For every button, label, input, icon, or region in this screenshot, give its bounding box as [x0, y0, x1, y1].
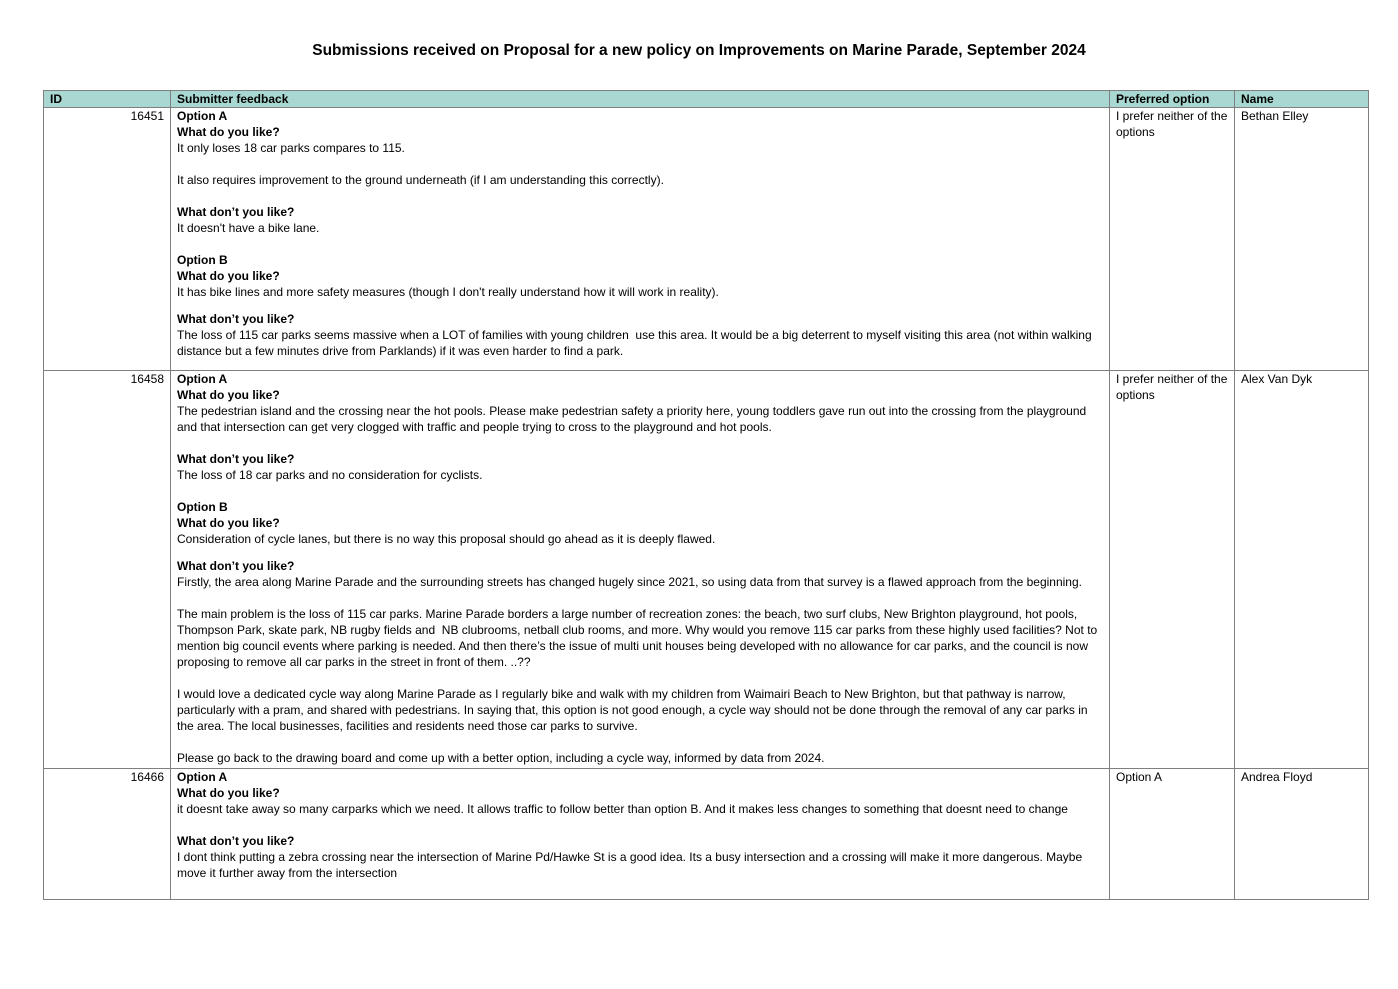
feedback-text: It also requires improvement to the ground underneath (if I am understanding this correctly).: [177, 173, 664, 187]
feedback-text: it doesnt take away so many carparks which we need. It allows traffic to follow better than option B. And it makes less changes to something that doesnt need to change: [177, 802, 1068, 816]
feedback-heading: What do you like?: [177, 516, 280, 530]
paragraph-spacer: [177, 300, 1103, 311]
submitter-feedback: [171, 108, 1110, 371]
feedback-text: It only loses 18 car parks compares to 115.: [177, 141, 405, 155]
paragraph-spacer: [177, 670, 1103, 686]
feedback-heading: What don’t you like?: [177, 834, 295, 848]
feedback-text: The loss of 18 car parks and no consideration for cyclists.: [177, 468, 483, 482]
submission-id: 16466: [44, 769, 171, 900]
feedback-text: It doesn't have a bike lane.: [177, 221, 320, 235]
feedback-text: I would love a dedicated cycle way along Marine Parade as I regularly bike and walk with my children from Waimairi Beach to New Brighton, but that pathway is narrow, particularly with a pram, and shared with pedestrians. In saying that, this option is not good enough, a cycle way should not be done through the removal of any car parks in the area. The local businesses, facilities and residents need those car parks to survive.: [177, 687, 1091, 733]
feedback-heading: What do you like?: [177, 786, 280, 800]
feedback-text: The main problem is the loss of 115 car parks. Marine Parade borders a large number of recreation zones: the beach, two surf clubs, New Brighton playground, hot pools, Thompson Park, skate park, NB rugby fields and NB clubrooms, netball club rooms, and more. Why would you remove 115 car parks from these highly used facilities? Not to mention big council events where parking is needed. And then there’s the issue of multi unit houses being developed with no allowance for car parks, and the council is now proposing to remove all car parks in the street in front of them. ..??: [177, 607, 1101, 669]
preferred-option: I prefer neither of the options: [1110, 371, 1235, 769]
paragraph-spacer: [177, 734, 1103, 750]
paragraph-spacer: [177, 590, 1103, 606]
submitter-name: Bethan Elley: [1235, 108, 1369, 371]
feedback-heading: Option B: [177, 500, 228, 514]
column-header-id: ID: [44, 91, 171, 108]
feedback-heading: What don’t you like?: [177, 559, 295, 573]
submission-id: 16458: [44, 371, 171, 769]
submitter-feedback: [171, 371, 1110, 769]
paragraph-spacer: [177, 435, 1103, 451]
page-title: Submissions received on Proposal for a new policy on Improvements on Marine Parade, September 2024: [312, 42, 1086, 59]
submitter-name: Andrea Floyd: [1235, 769, 1369, 900]
paragraph-spacer: [177, 547, 1103, 558]
feedback-heading: What don’t you like?: [177, 312, 295, 326]
preferred-option: Option A: [1110, 769, 1235, 900]
feedback-heading: What don’t you like?: [177, 452, 295, 466]
column-header-feedback: Submitter feedback: [171, 91, 1110, 108]
column-header-name: Name: [1235, 91, 1369, 108]
table-row: [44, 108, 1369, 371]
feedback-heading: What do you like?: [177, 388, 280, 402]
paragraph-spacer: [177, 188, 1103, 204]
paragraph-spacer: [177, 483, 1103, 499]
paragraph-spacer: [177, 236, 1103, 252]
submitter-name: Alex Van Dyk: [1235, 371, 1369, 769]
feedback-text: Firstly, the area along Marine Parade and the surrounding streets has changed hugely since 2021, so using data from that survey is a flawed approach from the beginning.: [177, 575, 1082, 589]
table-header-row: [44, 91, 1369, 108]
submitter-feedback: [171, 769, 1110, 900]
feedback-heading: What do you like?: [177, 269, 280, 283]
feedback-text: Please go back to the drawing board and come up with a better option, including a cycle way, informed by data from 2024.: [177, 751, 825, 765]
submission-id: 16451: [44, 108, 171, 371]
feedback-heading: Option A: [177, 109, 228, 123]
feedback-heading: Option B: [177, 253, 228, 267]
feedback-text: It has bike lines and more safety measures (though I don't really understand how it will work in reality).: [177, 285, 719, 299]
paragraph-spacer: [177, 817, 1103, 833]
feedback-text: The pedestrian island and the crossing near the hot pools. Please make pedestrian safety a priority here, young toddlers gave run out into the crossing from the playground and that intersection can get very clogged with traffic and people trying to cross to the playground and hot pools.: [177, 404, 1090, 434]
preferred-option: I prefer neither of the options: [1110, 108, 1235, 371]
feedback-heading: Option A: [177, 372, 228, 386]
column-header-preferred-option: Preferred option: [1110, 91, 1235, 108]
feedback-text: The loss of 115 car parks seems massive when a LOT of families with young children use this area. It would be a big deterrent to myself visiting this area (not within walking distance but a few minutes drive from Parklands) if it was even harder to find a park.: [177, 328, 1095, 358]
feedback-text: I dont think putting a zebra crossing near the intersection of Marine Pd/Hawke St is a good idea. Its a busy intersection and a crossing will make it more dangerous. Maybe move it further away from the intersection: [177, 850, 1086, 880]
feedback-heading: Option A: [177, 770, 228, 784]
paragraph-spacer: [177, 156, 1103, 172]
paragraph-spacer: [177, 881, 1103, 897]
table-row: [44, 769, 1369, 900]
feedback-heading: What do you like?: [177, 125, 280, 139]
table-row: [44, 371, 1369, 769]
submissions-table: [43, 90, 1369, 900]
feedback-heading: What don’t you like?: [177, 205, 295, 219]
feedback-text: Consideration of cycle lanes, but there is no way this proposal should go ahead as it is deeply flawed.: [177, 532, 716, 546]
